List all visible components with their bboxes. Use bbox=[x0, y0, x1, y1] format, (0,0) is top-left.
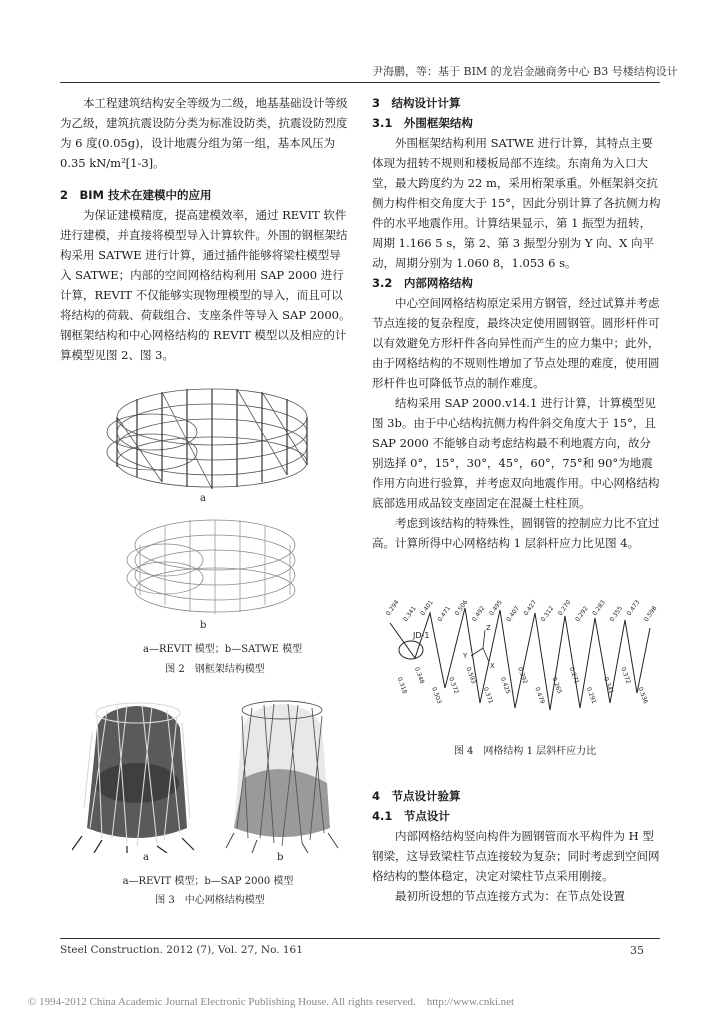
stress-ratio-label: 0.348 bbox=[412, 666, 426, 685]
axis-triad bbox=[471, 630, 489, 662]
section-3-2-paragraph-3: 考虑到该结构的特殊性，圆钢管的控制应力比不宜过高。计算所得中心网格结构 1 层斜杆应力比见图 4。 bbox=[372, 516, 660, 550]
section-3-title: 3 结构设计计算 bbox=[372, 96, 461, 110]
figure-4-stress-ratio-diagram bbox=[375, 598, 665, 728]
figure-2b-satwe-model-image bbox=[110, 510, 320, 620]
joint-jd1-label: JD-1 bbox=[413, 631, 430, 640]
stress-ratio-label: 0.593 bbox=[464, 666, 477, 685]
figure-3a-label: a bbox=[143, 852, 149, 863]
stress-ratio-label: 0.392 bbox=[516, 666, 529, 685]
header-rule bbox=[60, 82, 660, 83]
joint-jd1-marker bbox=[399, 641, 423, 659]
stress-ratio-label: 0.318 bbox=[395, 676, 409, 695]
copyright-notice: © 1994-2012 China Academic Journal Electronic Publishing House. All rights reserved. http://www.cnki.net bbox=[28, 996, 515, 1008]
stress-ratio-label: 0.479 bbox=[533, 686, 546, 705]
axis-z-label: Z bbox=[486, 624, 491, 632]
figure-3b-label: b bbox=[277, 852, 284, 863]
stress-ratio-label: 0.292 bbox=[574, 605, 590, 624]
section-3-2-paragraph-2: 结构采用 SAP 2000.v14.1 进行计算，计算模型见图 3b。由于中心结构抗侧力构件斜交角度大于 15°，且 SAP 2000 不能够自动考虑结构最不利地震方向，故分别选择 0°，15°，30°，45°，60°，75°和 90°为地震作用方向进行验算，并考虑双向地震作用。中心网格结构底部选用成品铰支座固定在混凝土柱柱顶。 bbox=[372, 396, 660, 510]
stress-ratio-label: 0.407 bbox=[505, 605, 521, 624]
figure-2-caption: 图 2 钢框架结构模型 bbox=[165, 664, 265, 675]
right-column-top bbox=[372, 93, 662, 553]
section-3-1-title: 3.1 外围框架结构 bbox=[372, 116, 473, 130]
section-4-1-paragraph-1: 内部网格结构竖向构件为圆钢管而水平构件为 H 型钢梁，这导致梁柱节点连接较为复杂；同时考虑到空间网格结构的整体稳定，决定对梁柱节点采用刚接。 bbox=[372, 829, 660, 883]
stress-ratio-label: 0.372 bbox=[619, 666, 632, 685]
stress-ratio-label: 0.341 bbox=[602, 676, 615, 695]
stress-ratio-label: 0.341 bbox=[402, 605, 418, 624]
stress-ratio-label: 0.294 bbox=[384, 599, 401, 618]
stress-ratio-label: 0.271 bbox=[567, 666, 581, 685]
section-4-1-title: 4.1 节点设计 bbox=[372, 809, 450, 823]
grid-diagonal-zigzag bbox=[390, 608, 650, 710]
stress-ratio-label: 0.495 bbox=[488, 599, 504, 618]
axis-x-label: X bbox=[490, 662, 495, 670]
stress-ratio-label: 0.473 bbox=[625, 599, 642, 618]
journal-citation: Steel Construction. 2012 (7), Vol. 27, No. 161 bbox=[60, 944, 303, 956]
section-3-2-paragraph-1: 中心空间网格结构原定采用方钢管，经过试算并考虑节点连接的复杂程度，最终决定使用圆钢管。圆形杆件可以有效避免方形杆件各向异性而产生的应力集中；此外，由于网格结构的不规则性增加了节点处理的难度，使用圆形杆件也可降低节点的制作难度。 bbox=[372, 296, 660, 390]
stress-ratio-label: 0.283 bbox=[591, 599, 607, 618]
stress-ratio-label: 0.598 bbox=[642, 605, 659, 624]
section-4-1-paragraph-2: 最初所设想的节点连接方式为：在节点处设置 bbox=[395, 889, 625, 903]
stress-ratio-label: 0.425 bbox=[498, 676, 512, 695]
stress-ratio-label: 0.371 bbox=[481, 686, 495, 705]
stress-ratio-label: 0.427 bbox=[522, 599, 539, 618]
stress-ratio-label: 0.401 bbox=[419, 599, 435, 618]
axis-y-label: Y bbox=[463, 652, 468, 660]
figure-2a-revit-frame-image bbox=[92, 377, 332, 492]
figure-2b-label: b bbox=[200, 620, 207, 631]
stress-ratio-label: 0.503 bbox=[430, 686, 443, 705]
figure-4-caption: 图 4 网格结构 1 层斜杆应力比 bbox=[453, 746, 597, 757]
figure-3b-sap2000-grid-image bbox=[222, 688, 342, 853]
section-2-title: 2 BIM 技术在建模中的应用 bbox=[60, 188, 212, 202]
figure-3-subcaption: a—REVIT 模型；b—SAP 2000 模型 bbox=[122, 876, 294, 887]
section-3-1-paragraph: 外围框架结构利用 SATWE 进行计算，其特点主要体现为扭转不规则和楼板局部不连续。东南角为入口大堂，最大跨度约为 22 m，采用桁架承重。外框架斜交抗侧力构件相交角度大于 15°，因此分别计算了各抗侧力构件的水平地震作用。计算结果显示，第 1 振型为扭转，周期 1.166 5 s，第 2、第 3 振型分别为 Y 向、X 向平动，周期分别为 1.060 8，1.053 6 s。 bbox=[372, 136, 661, 270]
left-column bbox=[60, 93, 352, 365]
stress-ratio-label: 0.492 bbox=[470, 605, 487, 624]
stress-ratio-label: 0.355 bbox=[608, 605, 625, 624]
right-column-bottom bbox=[372, 786, 662, 906]
stress-ratio-label: 0.265 bbox=[550, 676, 563, 695]
stress-ratio-label: 0.536 bbox=[636, 686, 649, 705]
stress-ratio-label: 0.572 bbox=[447, 676, 460, 695]
page-number: 35 bbox=[630, 944, 644, 957]
section-4-title: 4 节点设计验算 bbox=[372, 789, 461, 803]
intro-paragraph: 本工程建筑结构安全等级为二级，地基基础设计等级为乙级，建筑抗震设防分类为标准设防类，抗震设防烈度为 6 度(0.05g)，设计地震分组为第一组，基本风压为 0.35 kN/m²[1-3]。 bbox=[60, 96, 348, 170]
figure-2-subcaption: a—REVIT 模型；b—SATWE 模型 bbox=[143, 644, 303, 655]
stress-ratio-label: 0.471 bbox=[436, 605, 453, 624]
section-3-2-title: 3.2 内部网格结构 bbox=[372, 276, 473, 290]
stress-ratio-label: 0.291 bbox=[584, 686, 598, 705]
section-2-paragraph: 为保证建模精度，提高建模效率，通过 REVIT 软件进行建模，并直接将模型导入计算软件。外围的钢框架结构采用 SATWE 进行计算，通过插件能够将梁柱模型导入 SATWE；内部的空间网格结构利用 SAP 2000 进行计算，REVIT 不仅能够实现物理模型的导入，而且可以将结构的荷载、荷载组合、支座条件等导入 SAP 2000。钢框架结构和中心网格结构的 REVIT 模型以及相应的计算模型见图 2、图 3。 bbox=[60, 208, 351, 362]
stress-ratio-label: 0.270 bbox=[556, 599, 573, 618]
figure-2a-label: a bbox=[200, 493, 206, 504]
figure-3a-revit-grid-image bbox=[72, 688, 202, 853]
footer-rule bbox=[60, 938, 660, 939]
stress-ratio-label: 0.312 bbox=[539, 605, 556, 624]
figure-3-caption: 图 3 中心网格结构模型 bbox=[155, 895, 265, 906]
stress-ratio-label: 0.506 bbox=[453, 599, 470, 618]
running-header: 尹海鹏，等：基于 BIM 的龙岩金融商务中心 B3 号楼结构设计 bbox=[372, 65, 678, 78]
